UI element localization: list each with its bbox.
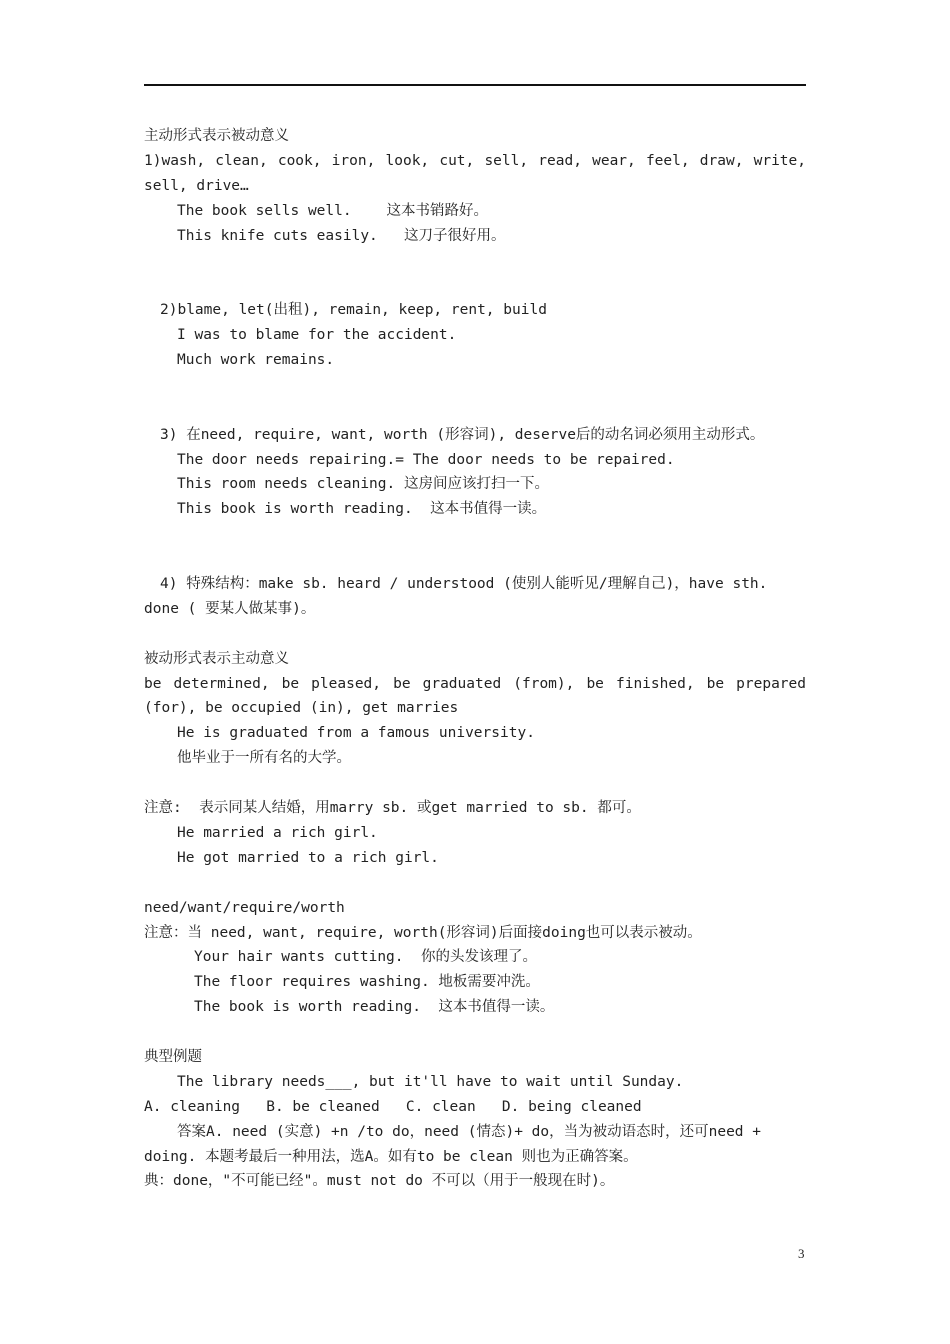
page-number: 3 [798, 1246, 805, 1261]
answer-line1: 答案A. need (实意) +n /to do，need (情态)+ do，当为被动语态时，还可need + [177, 1123, 761, 1140]
section-heading-active: 主动形式表示被动意义 [144, 128, 289, 144]
example-sentence: The book is worth reading. 这本书值得一读。 [194, 999, 555, 1016]
rule-3: 3) 在need, require, want, worth (形容词), deserve后的动名词必须用主动形式。 [160, 426, 765, 443]
section-heading-passive: 被动形式表示主动意义 [144, 650, 289, 667]
example-sentence: The door needs repairing.= The door needs to be repaired. [177, 451, 675, 468]
answer-line2: doing. 本题考最后一种用法，选A。如有to be clean 则也为正确答案。 [144, 1148, 638, 1165]
example-sentence: The book sells well. 这本书销路好。 [177, 202, 489, 219]
document-body [144, 124, 806, 1194]
example-options: A. cleaning B. be cleaned C. clean D. being cleaned [144, 1098, 642, 1115]
example-translation: 他毕业于一所有名的大学。 [177, 750, 351, 767]
note-marry: 注意: 表示同某人结婚，用marry sb. 或get married to sb. 都可。 [144, 800, 641, 817]
header-rule [144, 84, 806, 86]
example-sentence: He married a rich girl. [177, 824, 378, 841]
example-sentence: He is graduated from a famous university. [177, 725, 535, 742]
example-question: The library needs___, but it'll have to wait until Sunday. [177, 1073, 684, 1090]
example-sentence: This knife cuts easily. 这刀子很好用。 [177, 227, 506, 244]
example-sentence: I was to blame for the accident. [177, 327, 457, 344]
passive-list-line2: (for), be occupied (in), get marries [144, 700, 459, 717]
section-heading-example: 典型例题 [144, 1048, 202, 1065]
dian-note: 典：done，"不可能已经"。must not do 不可以（用于一般现在时)。 [144, 1173, 615, 1190]
rule-4-line1: 4) 特殊结构：make sb. heard / understood (使别人能听见/理解自己)，have sth. [160, 576, 768, 593]
verb-list-2: 2)blame, let(出租), remain, keep, rent, build [160, 302, 547, 319]
example-sentence: The floor requires washing. 地板需要冲洗。 [194, 974, 540, 991]
example-sentence: This room needs cleaning. 这房间应该打扫一下。 [177, 476, 549, 493]
example-sentence: He got married to a rich girl. [177, 849, 439, 866]
verb-list-1-line2: sell, drive… [144, 177, 249, 194]
verb-list-1-line1: 1)wash, clean, cook, iron, look, cut, sell, read, wear, feel, draw, write, [144, 152, 806, 169]
rule-4-line2: done ( 要某人做某事)。 [144, 600, 316, 617]
example-sentence: This book is worth reading. 这本书值得一读。 [177, 501, 547, 518]
need-section-title: need/want/require/worth [144, 899, 345, 916]
passive-list-line1: be determined, be pleased, be graduated (from), be finished, be prepared [144, 675, 806, 692]
example-sentence: Your hair wants cutting. 你的头发该理了。 [194, 949, 537, 966]
need-section-note: 注意：当 need, want, require, worth(形容词)后面接doing也可以表示被动。 [144, 924, 702, 941]
example-sentence: Much work remains. [177, 352, 335, 369]
